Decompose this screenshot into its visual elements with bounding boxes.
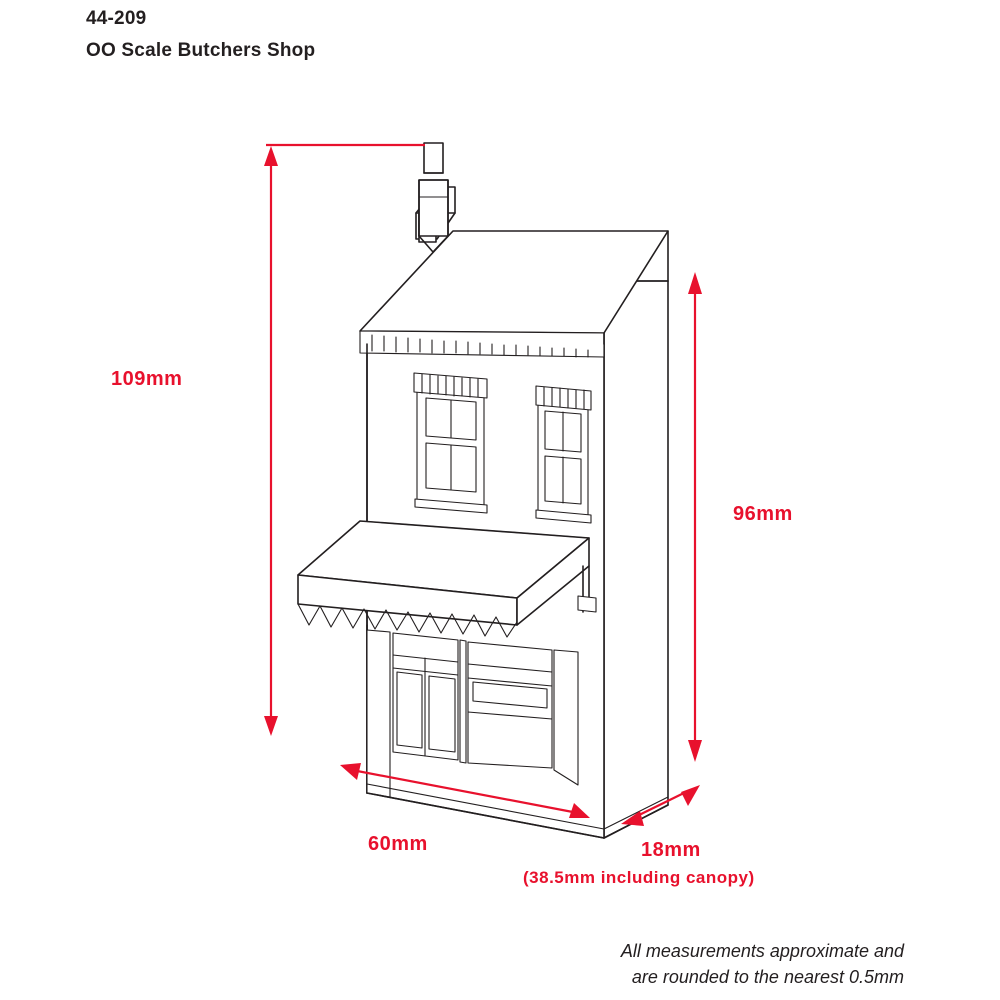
measurement-note-line-2: are rounded to the nearest 0.5mm (631, 967, 904, 987)
dimension-label-height: 109mm (111, 368, 183, 390)
dimension-label-depth: 18mm (641, 839, 701, 861)
dimension-label-depth-note: (38.5mm including canopy) (523, 868, 755, 887)
dimension-label-width: 60mm (368, 833, 428, 855)
measurement-note-line-1: All measurements approximate and (620, 941, 904, 961)
dim-side-height-96 (688, 272, 702, 762)
product-title: OO Scale Butchers Shop (86, 40, 316, 61)
dimension-label-side-height: 96mm (733, 503, 793, 525)
dim-height-109 (264, 146, 278, 736)
product-code: 44-209 (86, 8, 147, 29)
